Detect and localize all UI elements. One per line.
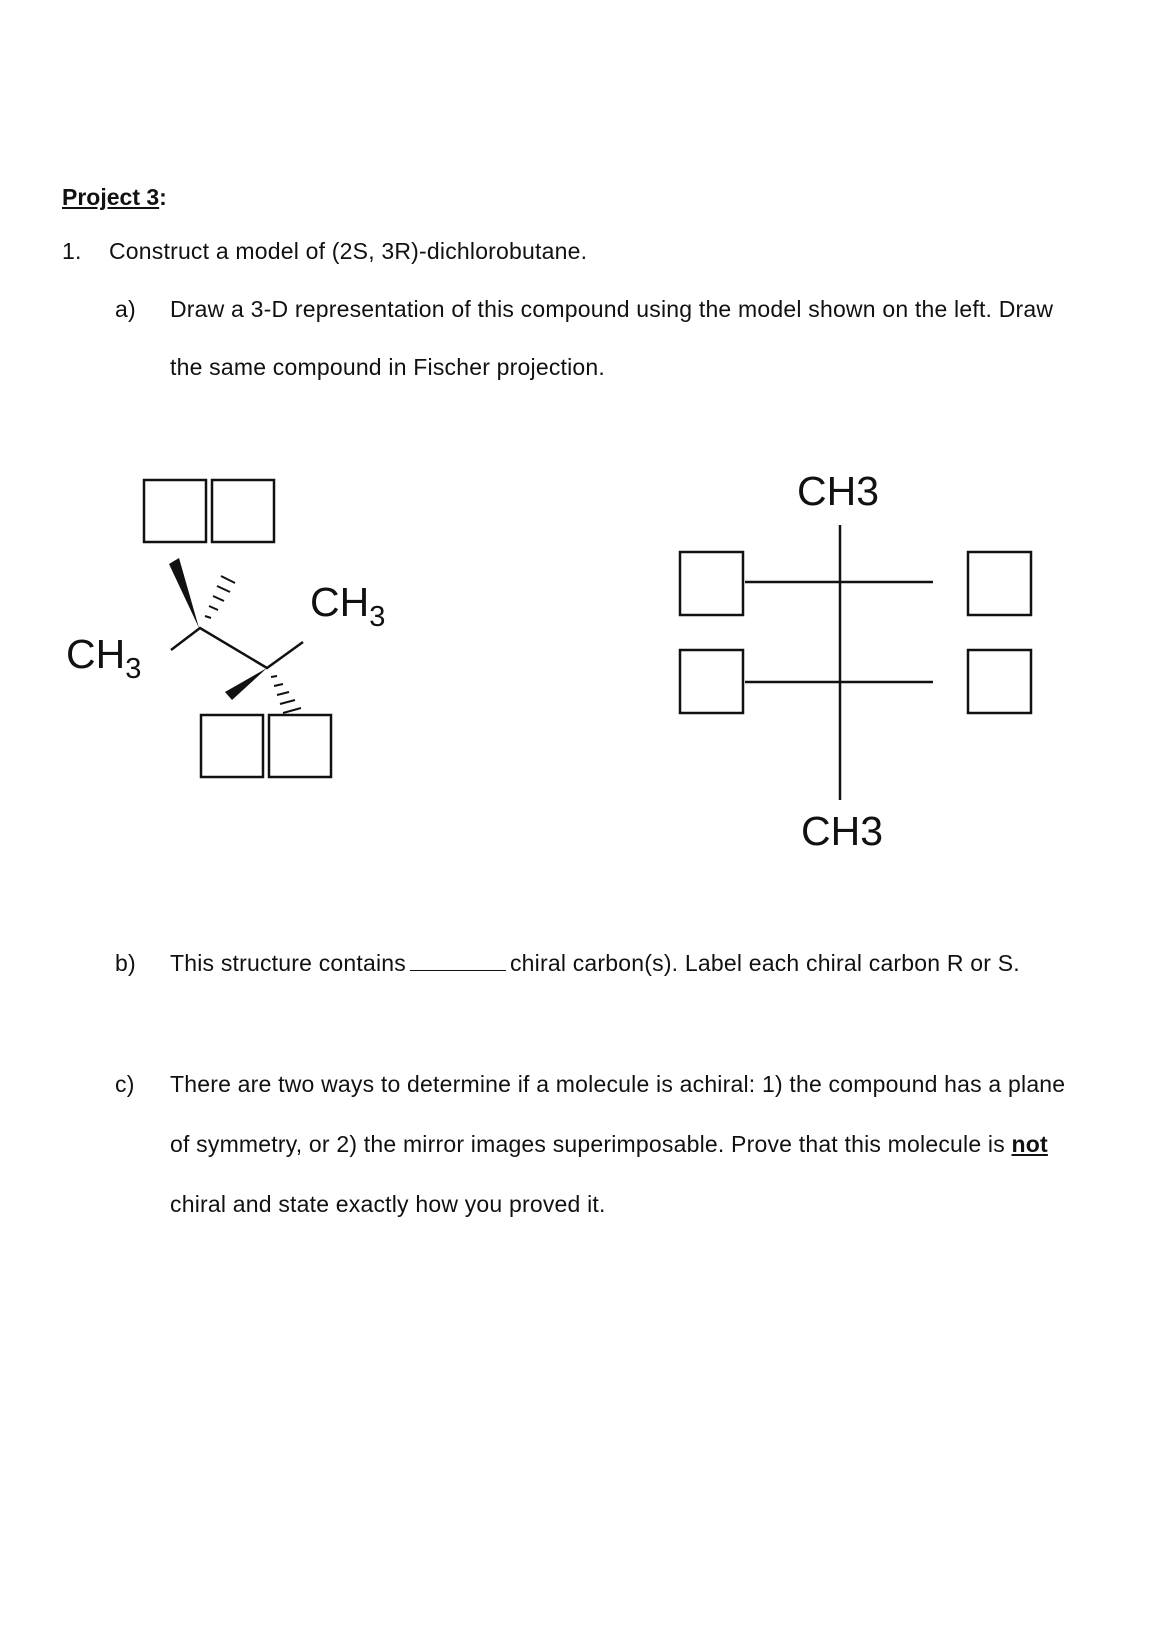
part-c-line3: chiral and state exactly how you proved it. [170,1191,606,1217]
part-c-label: c) [115,1071,135,1097]
answer-box-top-right[interactable] [212,480,274,542]
fischer-box-lower-left[interactable] [680,650,743,713]
carbon-backbone [171,628,303,668]
question-text: Construct a model of (2S, 3R)-dichlorobutane. [109,238,588,264]
emphasis-not: not [1011,1131,1048,1157]
project-title: Project 3: [62,184,167,210]
part-a-line1: Draw a 3-D representation of this compound using the model shown on the left. Draw [170,296,1054,322]
answer-box-top-left[interactable] [144,480,206,542]
fischer-bottom-label: CH3 [800,808,884,854]
chiral-count-blank[interactable] [410,952,506,971]
dash-bond-top [205,576,235,618]
answer-box-bottom-right[interactable] [269,715,331,777]
part-a-label: a) [115,296,136,322]
ch3-right-label: $CH_3$ [310,579,386,633]
fischer-top-label: CH3 [796,470,880,514]
wedge-dash-diagram [55,470,435,820]
part-a-line2: the same compound in Fischer projection. [170,354,605,380]
part-c-line2: of symmetry, or 2) the mirror images superimposable. Prove that this molecule is not [170,1131,1048,1157]
wedge-bond-bottom [225,668,267,700]
wedge-bond-top [169,558,199,628]
answer-box-bottom-left[interactable] [201,715,263,777]
part-c-line1: There are two ways to determine if a molecule is achiral: 1) the compound has a plane [170,1071,1066,1097]
part-b-line: This structure contains chiral carbon(s). Label each chiral carbon R or S. [170,950,1020,976]
question-number: 1. [62,238,82,264]
ch3-left-label: $CH_3$ [66,631,142,685]
fischer-box-lower-right[interactable] [968,650,1031,713]
part-b-label: b) [115,950,136,976]
fischer-box-upper-right[interactable] [968,552,1031,615]
fischer-box-upper-left[interactable] [680,552,743,615]
dash-bond-bottom [271,676,301,713]
fischer-projection [650,470,1050,870]
